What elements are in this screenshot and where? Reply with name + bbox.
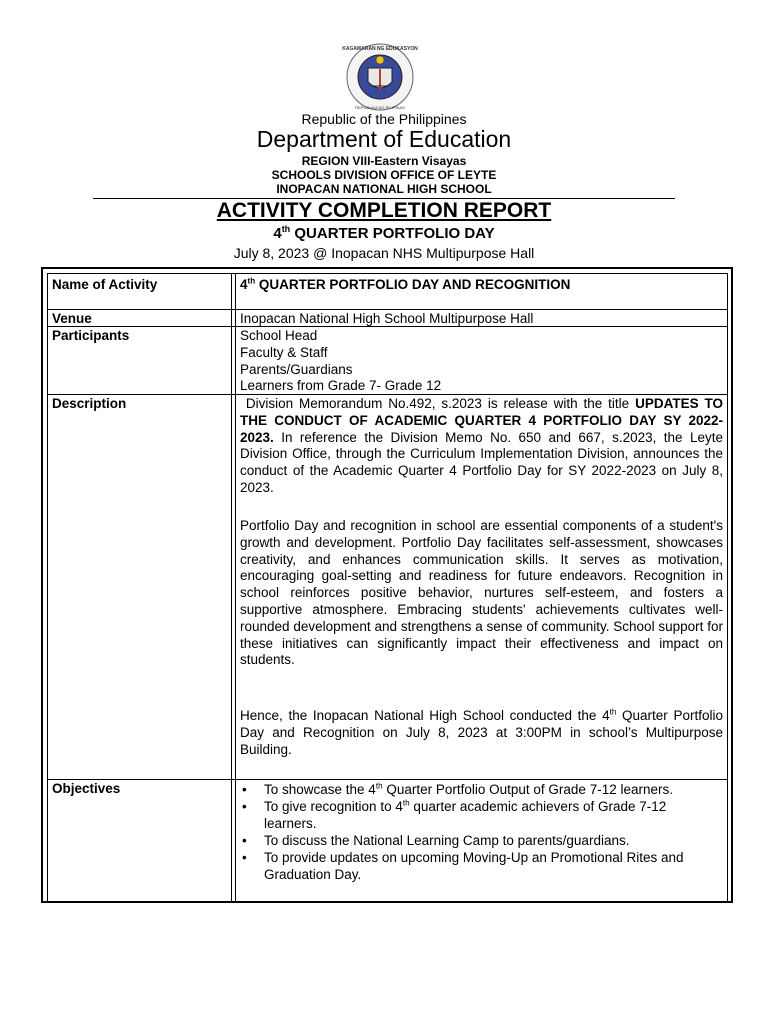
deped-seal-logo [342,42,418,112]
objectives-list [240,781,710,883]
participants-label: Participants [52,328,130,343]
participant-item: Parents/Guardians [240,361,353,377]
participants-list [240,328,723,395]
row-divider [47,779,727,780]
table-top-inner-border [47,273,727,274]
objectives-label: Objectives [52,781,121,796]
objective-item: • To provide updates on upcoming Moving-Up an Promotional Rites and Graduation Day. [240,849,710,883]
table-right-inner-border [727,273,728,903]
participant-item: Learners from Grade 7- Grade 12 [240,378,442,394]
participant-item: Faculty & Staff [240,344,328,360]
objective-item: • To discuss the National Learning Camp to parents/guardians. [240,832,710,849]
department-heading: Department of Education [256,126,512,152]
table-column-divider [231,273,232,903]
participant-item: School Head [240,328,318,343]
school-heading: INOPACAN NATIONAL HIGH SCHOOL [276,182,492,196]
division-heading: SCHOOLS DIVISION OFFICE OF LEYTE [271,168,497,182]
description-label: Description [52,396,127,411]
objective-item: • To give recognition to 4th quarter academic achievers of Grade 7-12 learners. [240,798,710,832]
description-paragraph-1: Division Memorandum No.492, s.2023 is release with the title UPDATES TO THE CONDUCT OF ACADEMIC QUARTER 4 PORTFOLIO DAY SY 2022-2023. In reference the Division Memo No. 650 and 667, s.2023, the Leyte Division Office, through the Curriculum Implementation Division, announces the conduct of the Academic Quarter 4 Portfolio Day for SY 2022-2023 on July 8, 2023. [240,396,723,495]
description-paragraph-2: Portfolio Day and recognition in school are essential components of a student's growth and development. Portfolio Day facilitates self-assessment, showcases creativity, and enhances communication skills. It serves as motivation, encouraging goal-setting and readiness for future endeavors. Recognition in school reinforces positive behavior, nurtures self-esteem, and fosters a supportive atmosphere. Embracing students' achievements cultivates well-rounded development and strengthens a sense of community. School support for these initiatives can significantly impact their effectiveness and impact on students. [240,518,723,668]
objective-item: • To showcase the 4th Quarter Portfolio Output of Grade 7-12 learners. [240,781,710,798]
report-date-line: July 8, 2023 @ Inopacan NHS Multipurpose Hall [233,245,535,261]
venue-value: Inopacan National High School Multipurpose Hall [240,311,534,326]
row-divider [47,309,727,310]
description-paragraph-3: Hence, the Inopacan National High School conducted the 4th Quarter Portfolio Day and Recognition on July 8, 2023 at 3:00PM in school’s Multipurpose Building. [240,707,723,757]
activity-value: 4th QUARTER PORTFOLIO DAY AND RECOGNITION [240,276,571,292]
report-title: ACTIVITY COMPLETION REPORT [216,199,552,222]
activity-label: Name of Activity [52,277,158,292]
table-column-divider-2 [235,273,236,903]
seal-text-top: KAGAWARAN NG EDUKASYON [342,46,418,52]
republic-heading: Republic of the Philippines [301,111,467,127]
region-heading: REGION VIII-Eastern Visayas [301,154,467,168]
seal-text-bottom: REPUBLIKA NG PILIPINAS [355,105,405,110]
venue-label: Venue [52,311,92,326]
table-left-inner-border [47,273,48,903]
report-subtitle: 4th QUARTER PORTFOLIO DAY [273,224,495,242]
